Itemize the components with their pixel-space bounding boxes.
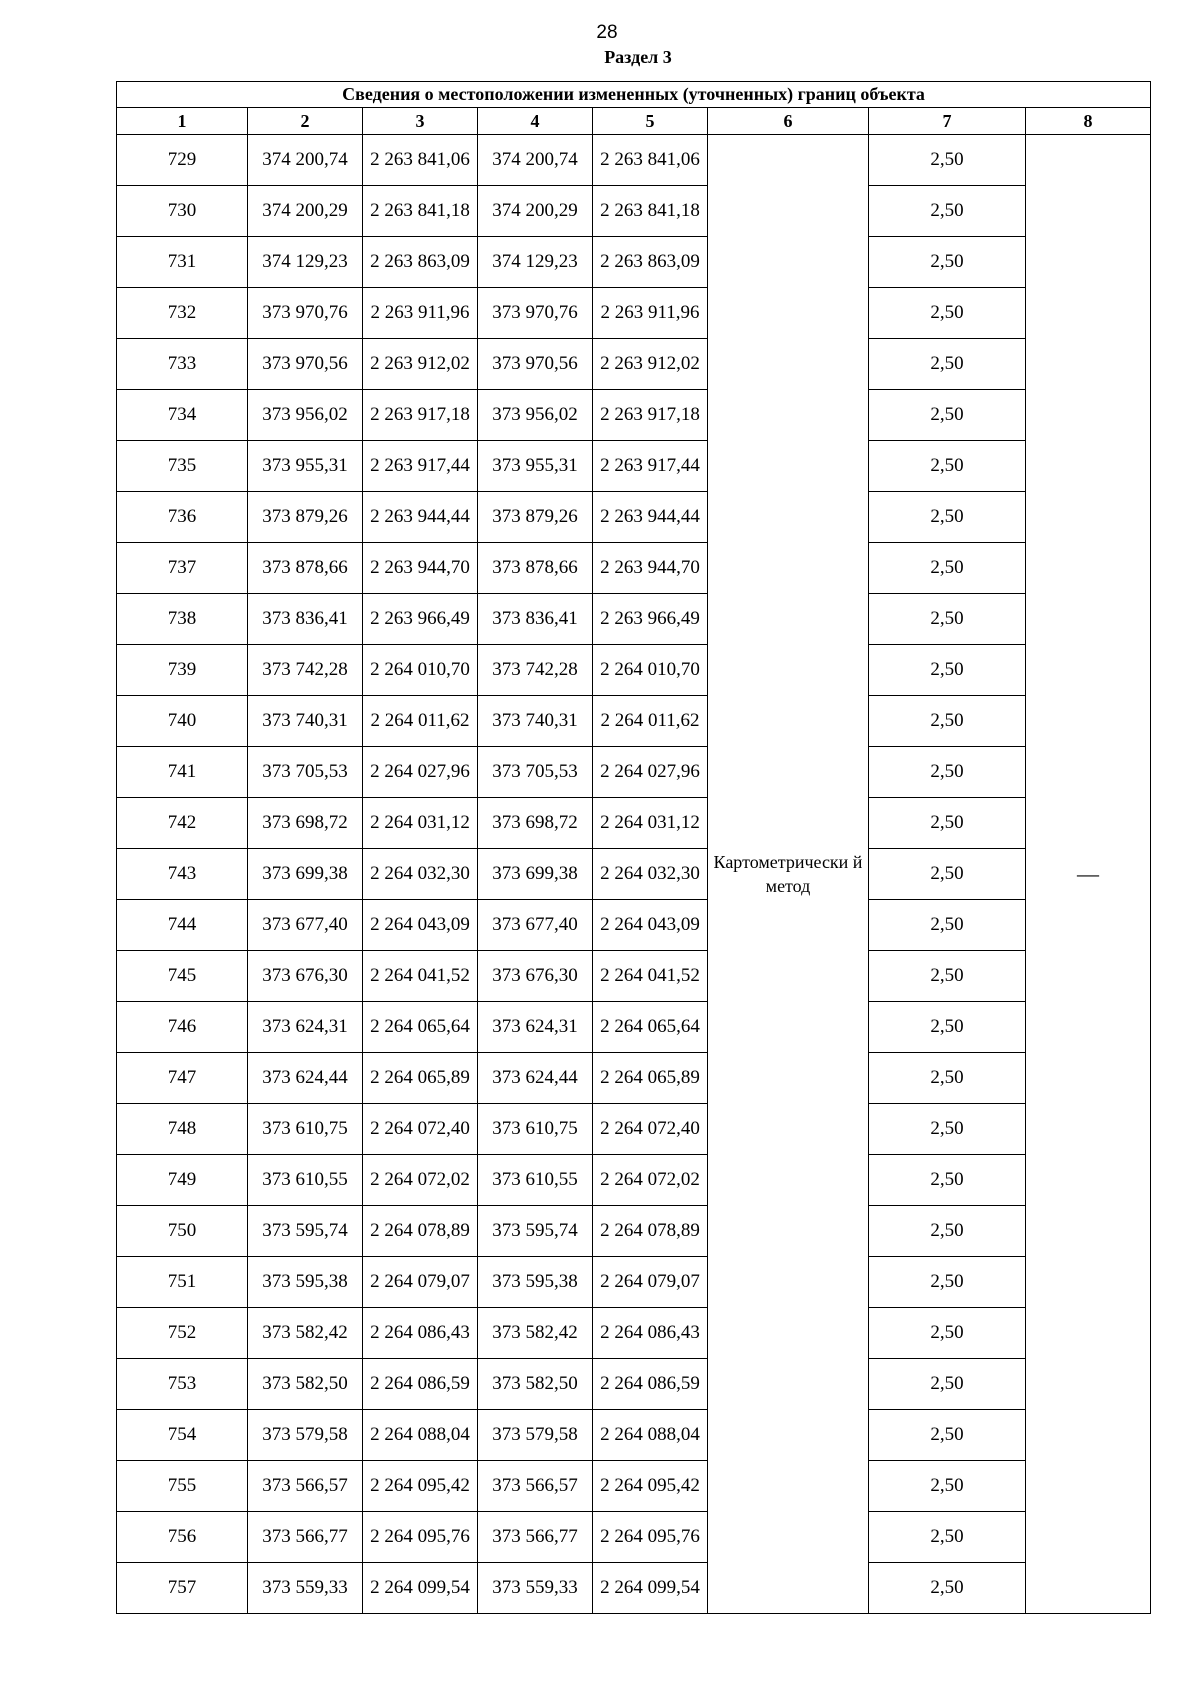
- x-refined-cell: 374 129,23: [478, 237, 593, 288]
- y-refined-cell: 2 263 841,18: [593, 186, 708, 237]
- column-number-3: 3: [363, 108, 478, 135]
- table-row: [117, 1206, 1151, 1257]
- y-existing-cell: 2 264 027,96: [363, 747, 478, 798]
- x-existing-cell: 373 955,31: [248, 441, 363, 492]
- point-number-cell: 751: [117, 1257, 248, 1308]
- y-refined-cell: 2 264 072,40: [593, 1104, 708, 1155]
- y-existing-cell: 2 263 917,18: [363, 390, 478, 441]
- method-cell: Картометрически й метод: [708, 135, 869, 1614]
- x-refined-cell: 374 200,29: [478, 186, 593, 237]
- point-number-cell: 731: [117, 237, 248, 288]
- x-existing-cell: 373 610,75: [248, 1104, 363, 1155]
- y-existing-cell: 2 264 095,42: [363, 1461, 478, 1512]
- x-refined-cell: 373 699,38: [478, 849, 593, 900]
- x-refined-cell: 374 200,74: [478, 135, 593, 186]
- y-existing-cell: 2 263 912,02: [363, 339, 478, 390]
- point-number-cell: 743: [117, 849, 248, 900]
- y-existing-cell: 2 264 088,04: [363, 1410, 478, 1461]
- accuracy-cell: 2,50: [869, 1461, 1026, 1512]
- y-refined-cell: 2 263 944,70: [593, 543, 708, 594]
- y-existing-cell: 2 263 917,44: [363, 441, 478, 492]
- y-refined-cell: 2 264 095,76: [593, 1512, 708, 1563]
- accuracy-cell: 2,50: [869, 543, 1026, 594]
- table-row: [117, 237, 1151, 288]
- y-existing-cell: 2 264 032,30: [363, 849, 478, 900]
- y-existing-cell: 2 264 072,02: [363, 1155, 478, 1206]
- y-refined-cell: 2 264 072,02: [593, 1155, 708, 1206]
- point-number-cell: 734: [117, 390, 248, 441]
- y-refined-cell: 2 263 917,44: [593, 441, 708, 492]
- y-refined-cell: 2 264 086,43: [593, 1308, 708, 1359]
- accuracy-cell: 2,50: [869, 900, 1026, 951]
- table-row: [117, 186, 1151, 237]
- table-row: [117, 1410, 1151, 1461]
- y-refined-cell: 2 264 032,30: [593, 849, 708, 900]
- y-existing-cell: 2 264 072,40: [363, 1104, 478, 1155]
- y-refined-cell: 2 264 078,89: [593, 1206, 708, 1257]
- x-existing-cell: 374 129,23: [248, 237, 363, 288]
- accuracy-cell: 2,50: [869, 1002, 1026, 1053]
- x-refined-cell: 373 676,30: [478, 951, 593, 1002]
- x-existing-cell: 373 579,58: [248, 1410, 363, 1461]
- x-existing-cell: 373 878,66: [248, 543, 363, 594]
- x-refined-cell: 373 677,40: [478, 900, 593, 951]
- table-row: [117, 441, 1151, 492]
- point-number-cell: 755: [117, 1461, 248, 1512]
- y-existing-cell: 2 264 079,07: [363, 1257, 478, 1308]
- y-existing-cell: 2 264 086,43: [363, 1308, 478, 1359]
- y-refined-cell: 2 264 095,42: [593, 1461, 708, 1512]
- y-refined-cell: 2 264 027,96: [593, 747, 708, 798]
- y-existing-cell: 2 263 841,18: [363, 186, 478, 237]
- x-existing-cell: 373 698,72: [248, 798, 363, 849]
- y-refined-cell: 2 263 944,44: [593, 492, 708, 543]
- y-refined-cell: 2 263 911,96: [593, 288, 708, 339]
- table-caption-row: [117, 82, 1151, 108]
- x-refined-cell: 373 970,56: [478, 339, 593, 390]
- accuracy-cell: 2,50: [869, 1257, 1026, 1308]
- table-row: [117, 543, 1151, 594]
- accuracy-cell: 2,50: [869, 594, 1026, 645]
- point-number-cell: 749: [117, 1155, 248, 1206]
- point-number-cell: 746: [117, 1002, 248, 1053]
- x-existing-cell: 373 740,31: [248, 696, 363, 747]
- y-refined-cell: 2 264 065,89: [593, 1053, 708, 1104]
- table-row: [117, 390, 1151, 441]
- accuracy-cell: 2,50: [869, 1053, 1026, 1104]
- y-existing-cell: 2 264 078,89: [363, 1206, 478, 1257]
- x-existing-cell: 373 624,31: [248, 1002, 363, 1053]
- point-number-cell: 747: [117, 1053, 248, 1104]
- x-existing-cell: 373 582,42: [248, 1308, 363, 1359]
- point-number-cell: 730: [117, 186, 248, 237]
- table-row: [117, 1308, 1151, 1359]
- x-existing-cell: 374 200,74: [248, 135, 363, 186]
- note-cell: —: [1026, 135, 1151, 1614]
- x-existing-cell: 373 566,77: [248, 1512, 363, 1563]
- x-existing-cell: 373 699,38: [248, 849, 363, 900]
- x-existing-cell: 373 676,30: [248, 951, 363, 1002]
- accuracy-cell: 2,50: [869, 747, 1026, 798]
- x-refined-cell: 373 836,41: [478, 594, 593, 645]
- point-number-cell: 739: [117, 645, 248, 696]
- y-existing-cell: 2 264 095,76: [363, 1512, 478, 1563]
- y-existing-cell: 2 263 911,96: [363, 288, 478, 339]
- point-number-cell: 732: [117, 288, 248, 339]
- x-refined-cell: 373 566,57: [478, 1461, 593, 1512]
- table-row: [117, 1359, 1151, 1410]
- point-number-cell: 741: [117, 747, 248, 798]
- table-row: [117, 951, 1151, 1002]
- y-refined-cell: 2 263 912,02: [593, 339, 708, 390]
- column-number-2: 2: [248, 108, 363, 135]
- column-number-5: 5: [593, 108, 708, 135]
- y-refined-cell: 2 264 010,70: [593, 645, 708, 696]
- x-refined-cell: 373 740,31: [478, 696, 593, 747]
- accuracy-cell: 2,50: [869, 390, 1026, 441]
- point-number-cell: 738: [117, 594, 248, 645]
- y-refined-cell: 2 264 079,07: [593, 1257, 708, 1308]
- x-existing-cell: 373 970,76: [248, 288, 363, 339]
- point-number-cell: 745: [117, 951, 248, 1002]
- x-refined-cell: 373 624,44: [478, 1053, 593, 1104]
- x-existing-cell: 373 582,50: [248, 1359, 363, 1410]
- point-number-cell: 729: [117, 135, 248, 186]
- x-refined-cell: 373 559,33: [478, 1563, 593, 1614]
- y-existing-cell: 2 264 043,09: [363, 900, 478, 951]
- y-existing-cell: 2 264 065,89: [363, 1053, 478, 1104]
- x-existing-cell: 373 559,33: [248, 1563, 363, 1614]
- y-existing-cell: 2 264 086,59: [363, 1359, 478, 1410]
- x-refined-cell: 373 624,31: [478, 1002, 593, 1053]
- table-body: [117, 135, 1151, 1614]
- accuracy-cell: 2,50: [869, 1308, 1026, 1359]
- point-number-cell: 757: [117, 1563, 248, 1614]
- table-row: [117, 696, 1151, 747]
- table-row: [117, 1563, 1151, 1614]
- y-refined-cell: 2 263 966,49: [593, 594, 708, 645]
- x-existing-cell: 373 566,57: [248, 1461, 363, 1512]
- x-refined-cell: 373 582,50: [478, 1359, 593, 1410]
- accuracy-cell: 2,50: [869, 1410, 1026, 1461]
- accuracy-cell: 2,50: [869, 798, 1026, 849]
- table-row: [117, 1461, 1151, 1512]
- y-refined-cell: 2 264 031,12: [593, 798, 708, 849]
- x-existing-cell: 374 200,29: [248, 186, 363, 237]
- coordinates-table: [116, 81, 1151, 1614]
- x-refined-cell: 373 566,77: [478, 1512, 593, 1563]
- y-existing-cell: 2 263 944,44: [363, 492, 478, 543]
- y-existing-cell: 2 263 841,06: [363, 135, 478, 186]
- x-refined-cell: 373 879,26: [478, 492, 593, 543]
- table-row: [117, 849, 1151, 900]
- accuracy-cell: 2,50: [869, 135, 1026, 186]
- column-number-6: 6: [708, 108, 869, 135]
- accuracy-cell: 2,50: [869, 1563, 1026, 1614]
- x-existing-cell: 373 705,53: [248, 747, 363, 798]
- accuracy-cell: 2,50: [869, 1206, 1026, 1257]
- x-refined-cell: 373 698,72: [478, 798, 593, 849]
- x-existing-cell: 373 610,55: [248, 1155, 363, 1206]
- x-existing-cell: 373 595,74: [248, 1206, 363, 1257]
- table-row: [117, 1104, 1151, 1155]
- x-existing-cell: 373 677,40: [248, 900, 363, 951]
- table-row: [117, 288, 1151, 339]
- y-existing-cell: 2 264 010,70: [363, 645, 478, 696]
- accuracy-cell: 2,50: [869, 849, 1026, 900]
- table-row: [117, 135, 1151, 186]
- x-existing-cell: 373 956,02: [248, 390, 363, 441]
- point-number-cell: 753: [117, 1359, 248, 1410]
- x-existing-cell: 373 742,28: [248, 645, 363, 696]
- x-existing-cell: 373 624,44: [248, 1053, 363, 1104]
- point-number-cell: 748: [117, 1104, 248, 1155]
- point-number-cell: 740: [117, 696, 248, 747]
- y-existing-cell: 2 263 944,70: [363, 543, 478, 594]
- x-existing-cell: 373 595,38: [248, 1257, 363, 1308]
- table-row: [117, 1053, 1151, 1104]
- y-refined-cell: 2 264 041,52: [593, 951, 708, 1002]
- x-existing-cell: 373 836,41: [248, 594, 363, 645]
- point-number-cell: 752: [117, 1308, 248, 1359]
- accuracy-cell: 2,50: [869, 492, 1026, 543]
- point-number-cell: 756: [117, 1512, 248, 1563]
- y-existing-cell: 2 263 966,49: [363, 594, 478, 645]
- column-number-4: 4: [478, 108, 593, 135]
- y-refined-cell: 2 264 099,54: [593, 1563, 708, 1614]
- accuracy-cell: 2,50: [869, 1104, 1026, 1155]
- page-number: 28: [596, 22, 618, 43]
- table-row: [117, 798, 1151, 849]
- column-number-1: 1: [117, 108, 248, 135]
- table-row: [117, 747, 1151, 798]
- table-caption: Сведения о местоположении измененных (уточненных) границ объекта: [117, 82, 1151, 108]
- x-refined-cell: 373 595,74: [478, 1206, 593, 1257]
- x-refined-cell: 373 956,02: [478, 390, 593, 441]
- section-title: Раздел 3: [604, 47, 672, 67]
- x-refined-cell: 373 610,55: [478, 1155, 593, 1206]
- point-number-cell: 750: [117, 1206, 248, 1257]
- y-existing-cell: 2 264 041,52: [363, 951, 478, 1002]
- accuracy-cell: 2,50: [869, 696, 1026, 747]
- x-existing-cell: 373 879,26: [248, 492, 363, 543]
- accuracy-cell: 2,50: [869, 339, 1026, 390]
- y-existing-cell: 2 263 863,09: [363, 237, 478, 288]
- point-number-cell: 736: [117, 492, 248, 543]
- point-number-cell: 733: [117, 339, 248, 390]
- accuracy-cell: 2,50: [869, 1359, 1026, 1410]
- table-row: [117, 900, 1151, 951]
- table-row: [117, 1155, 1151, 1206]
- accuracy-cell: 2,50: [869, 237, 1026, 288]
- accuracy-cell: 2,50: [869, 951, 1026, 1002]
- x-refined-cell: 373 970,76: [478, 288, 593, 339]
- x-existing-cell: 373 970,56: [248, 339, 363, 390]
- table-row: [117, 339, 1151, 390]
- point-number-cell: 744: [117, 900, 248, 951]
- y-refined-cell: 2 264 065,64: [593, 1002, 708, 1053]
- table-row: [117, 492, 1151, 543]
- point-number-cell: 735: [117, 441, 248, 492]
- accuracy-cell: 2,50: [869, 186, 1026, 237]
- x-refined-cell: 373 705,53: [478, 747, 593, 798]
- y-existing-cell: 2 264 065,64: [363, 1002, 478, 1053]
- point-number-cell: 742: [117, 798, 248, 849]
- accuracy-cell: 2,50: [869, 288, 1026, 339]
- y-refined-cell: 2 263 863,09: [593, 237, 708, 288]
- y-existing-cell: 2 264 031,12: [363, 798, 478, 849]
- y-refined-cell: 2 264 086,59: [593, 1359, 708, 1410]
- column-number-8: 8: [1026, 108, 1151, 135]
- y-refined-cell: 2 264 043,09: [593, 900, 708, 951]
- accuracy-cell: 2,50: [869, 1512, 1026, 1563]
- x-refined-cell: 373 579,58: [478, 1410, 593, 1461]
- y-refined-cell: 2 263 841,06: [593, 135, 708, 186]
- table-row: [117, 1002, 1151, 1053]
- table-row: [117, 594, 1151, 645]
- point-number-cell: 754: [117, 1410, 248, 1461]
- point-number-cell: 737: [117, 543, 248, 594]
- x-refined-cell: 373 878,66: [478, 543, 593, 594]
- column-number-7: 7: [869, 108, 1026, 135]
- y-refined-cell: 2 264 088,04: [593, 1410, 708, 1461]
- accuracy-cell: 2,50: [869, 645, 1026, 696]
- x-refined-cell: 373 742,28: [478, 645, 593, 696]
- y-refined-cell: 2 264 011,62: [593, 696, 708, 747]
- y-refined-cell: 2 263 917,18: [593, 390, 708, 441]
- y-existing-cell: 2 264 099,54: [363, 1563, 478, 1614]
- x-refined-cell: 373 595,38: [478, 1257, 593, 1308]
- accuracy-cell: 2,50: [869, 1155, 1026, 1206]
- x-refined-cell: 373 955,31: [478, 441, 593, 492]
- y-existing-cell: 2 264 011,62: [363, 696, 478, 747]
- table-row: [117, 1512, 1151, 1563]
- accuracy-cell: 2,50: [869, 441, 1026, 492]
- table-row: [117, 645, 1151, 696]
- table-row: [117, 1257, 1151, 1308]
- x-refined-cell: 373 582,42: [478, 1308, 593, 1359]
- x-refined-cell: 373 610,75: [478, 1104, 593, 1155]
- column-number-row: [117, 108, 1151, 135]
